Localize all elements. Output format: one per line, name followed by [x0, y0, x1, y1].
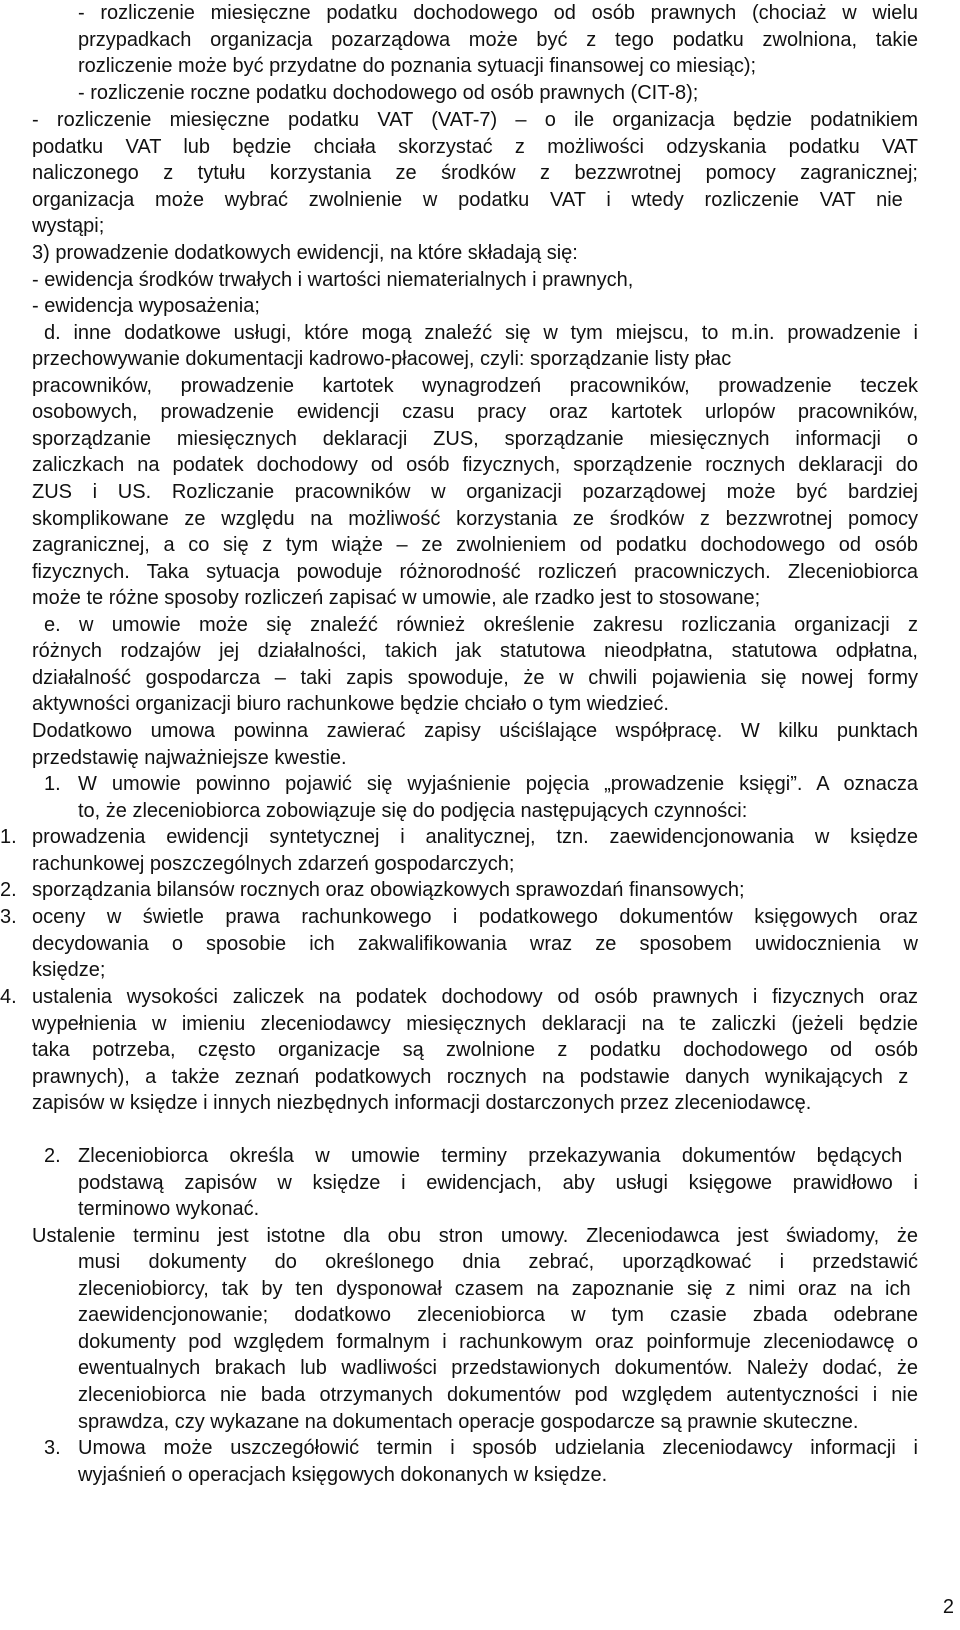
- text-line: prowadzenia ewidencji syntetycznej i analitycznej, tzn. zaewidencjonowania w księdze: [32, 826, 918, 848]
- text-line: aktywności organizacji biuro rachunkowe będzie chciało o tym wiedzieć.: [32, 693, 669, 716]
- text-line: przedstawię najważniejsze kwestie.: [32, 746, 347, 769]
- text-line: Zleceniobiorca określa w umowie terminy przekazywania dokumentów będących: [78, 1145, 903, 1167]
- list-label-i3: 3.: [0, 906, 17, 928]
- text-line: 3) prowadzenie dodatkowych ewidencji, na które składają się:: [32, 242, 578, 264]
- text-line: rachunkowej poszczególnych zdarzeń gospodarczych;: [32, 852, 515, 875]
- text-line: skomplikowane ze względu na możliwość korzystania ze środków z bezzwrotnej pomocy: [32, 507, 918, 530]
- text-line: księdze;: [32, 959, 106, 982]
- paragraph-deadline-body: [78, 1249, 918, 1435]
- text-line: zaewidencjonowanie; dodatkowo zleceniobiorca w tym czasie zbada odebrane: [78, 1304, 918, 1327]
- text-line: W umowie powinno pojawić się wyjaśnienie pojęcia „prowadzenie księgi”. A oznacza: [78, 773, 918, 795]
- text-line: różnych rodzajów jej działalności, takich jak statutowa nieodpłatna, statutowa odpłatna,: [32, 640, 918, 662]
- text-line: Umowa może uszczegółowić termin i sposób udzielania zleceniodawcy informacji i: [78, 1437, 918, 1459]
- list-item-annual-balances: [32, 877, 918, 904]
- paragraph-information-terms: [78, 1435, 918, 1488]
- list-item-synthetic-records: [32, 824, 918, 877]
- paragraph-item-d-first-line: [44, 320, 918, 347]
- text-line: terminowo wykonać.: [78, 1198, 260, 1221]
- text-line: Ustalenie terminu jest istotne dla obu stron umowy. Zleceniodawca jest świadomy, że: [32, 1225, 918, 1247]
- text-line: Dodatkowo umowa powinna zawierać zapisy uściślające współpracę. W kilku punktach: [32, 720, 918, 742]
- list-label-h: 1.: [44, 773, 61, 795]
- text-line: - rozliczenie miesięczne podatku VAT (VAT-7) – o ile organizacja będzie podatnikiem: [32, 109, 918, 131]
- text-line: oceny w świetle prawa rachunkowego i podatkowego dokumentów księgowych oraz: [32, 906, 918, 928]
- text-line: fizycznych. Taka sytuacja powoduje różnorodność rozliczeń pracowniczych. Zleceniobiorca: [32, 560, 918, 583]
- text-line: to, że zleceniobiorca zobowiązuje się do podjęcia następujących czynności:: [78, 799, 748, 822]
- paragraph-item-e-first-line: [44, 612, 918, 639]
- text-line: ewentualnych brakach lub wadliwości przedstawionych dokumentów. Należy dodać, że: [78, 1357, 918, 1380]
- text-line: sprawdza, czy wykazane na dokumentach operacje gospodarcze są prawnie skuteczne.: [78, 1410, 859, 1433]
- text-line: wyjaśnień o operacjach księgowych dokonanych w księdze.: [78, 1463, 608, 1486]
- text-line: - rozliczenie roczne podatku dochodowego od osób prawnych (CIT-8);: [78, 82, 699, 104]
- text-line: zleceniobiorca nie bada otrzymanych dokumentów pod względem autentyczności i nie: [78, 1383, 918, 1406]
- text-line: dokumenty pod względem formalnym i rachunkowym oraz poinformuje zleceniodawcę o: [78, 1330, 918, 1353]
- text-line: - ewidencja wyposażenia;: [32, 295, 260, 318]
- text-line: działalność gospodarcza – taki zapis spowoduje, że w chwili pojawienia się nowej formy: [32, 666, 918, 689]
- text-line: decydowania o sposobie ich zakwalifikowania wraz ze sposobem uwidocznienia w: [32, 932, 918, 955]
- text-line: ustalenia wysokości zaliczek na podatek dochodowy od osób prawnych i fizycznych oraz: [32, 986, 918, 1008]
- text-line: organizacja może wybrać zwolnienie w podatku VAT i wtedy rozliczenie VAT nie: [32, 188, 903, 211]
- paragraph-deadline-first-line: [32, 1223, 918, 1250]
- text-line: zaliczkach na podatek dochodowy od osób fizycznych, sporządzenie rocznych deklaracji do: [32, 454, 918, 477]
- list-label-i4: 4.: [0, 986, 17, 1008]
- text-line: przechowywanie dokumentacji kadrowo-płacowej, czyli: sporządzanie listy płac: [32, 348, 732, 370]
- text-line: pracowników, prowadzenie kartotek wynagrodzeń pracowników, prowadzenie teczek: [32, 374, 918, 397]
- text-line: rozliczenie może być przydatne do poznania sytuacji finansowej co miesiąc);: [78, 55, 757, 78]
- text-line: sporządzanie miesięcznych deklaracji ZUS, sporządzanie miesięcznych informacji o: [32, 427, 918, 450]
- paragraph-additional-records: [32, 240, 918, 320]
- text-line: d. inne dodatkowe usługi, które mogą znaleźć się w tym miejscu, to m.in. prowadzenie i: [44, 322, 918, 344]
- paragraph-cit-monthly: [78, 0, 918, 80]
- text-line: - ewidencja środków trwałych i wartości niematerialnych i prawnych,: [32, 268, 634, 291]
- paragraph-item-e-body: [32, 638, 918, 718]
- list-label-i1: 1.: [0, 826, 17, 848]
- paragraph-vat7: [32, 107, 918, 240]
- text-line: taka potrzeba, często organizacje są zwolnione z podatku dochodowego od osób: [32, 1039, 918, 1062]
- paragraph-cit8: [78, 80, 918, 107]
- text-line: wystąpi;: [32, 215, 105, 238]
- paragraph-intro-cooperation: [32, 718, 918, 771]
- text-line: naliczonego z tytułu korzystania ze środków z bezzwrotnej pomocy zagranicznej;: [32, 162, 918, 185]
- text-line: zagranicznej, a co się z tym wiąże – ze zwolnieniem od podatku dochodowego od osób: [32, 534, 918, 557]
- text-line: przypadkach organizacja pozarządowa może być z tego podatku zwolniona, takie: [78, 28, 918, 51]
- text-line: prawnych), a także zeznań podatkowych rocznych na podstawie danych wynikających z: [32, 1065, 909, 1088]
- list-item-tax-advances: [32, 984, 918, 1117]
- text-line: sporządzania bilansów rocznych oraz obowiązkowych sprawozdań finansowych;: [32, 879, 745, 901]
- text-line: zapisów w księdze i innych niezbędnych informacji dostarczonych przez zleceniodawcę.: [32, 1092, 812, 1115]
- text-line: może te różne sposoby rozliczeń zapisać w umowie, ale rzadko jest to stosowane;: [32, 587, 761, 610]
- list-label-l: 3.: [44, 1437, 61, 1459]
- paragraph-document-deadlines: [78, 1143, 918, 1223]
- list-label-i2: 2.: [0, 879, 17, 901]
- text-line: podatku VAT lub będzie chciała skorzystać z możliwości odzyskania podatku VAT: [32, 135, 918, 158]
- text-line: - rozliczenie miesięczne podatku dochodowego od osób prawnych (chociaż w wielu: [78, 2, 918, 24]
- paragraph-item-d-body: [32, 346, 918, 612]
- paragraph-book-keeping-definition: [78, 771, 918, 824]
- text-line: e. w umowie może się znaleźć również określenie zakresu rozliczania organizacji z: [44, 614, 918, 636]
- text-line: zleceniobiorcy, tak by ten dysponował czasem na zapoznanie się z nimi oraz na ich: [78, 1277, 911, 1300]
- text-line: podstawą zapisów w księdze i ewidencjach, aby usługi księgowe prawidłowo i: [78, 1171, 918, 1194]
- text-line: musi dokumenty do określonego dnia zebrać, uporządkować i przedstawić: [78, 1251, 918, 1273]
- text-line: wypełnienia w imieniu zleceniodawcy miesięcznych deklaracji na te zaliczki (jeżeli będzie: [32, 1012, 918, 1035]
- text-line: ZUS i US. Rozliczanie pracowników w organizacji pozarządowej może być bardziej: [32, 480, 918, 503]
- list-item-document-assessment: [32, 904, 918, 984]
- page-number: 2: [942, 1596, 954, 1618]
- list-label-j: 2.: [44, 1145, 61, 1167]
- text-line: osobowych, prowadzenie ewidencji czasu pracy oraz kartotek urlopów pracowników,: [32, 401, 918, 424]
